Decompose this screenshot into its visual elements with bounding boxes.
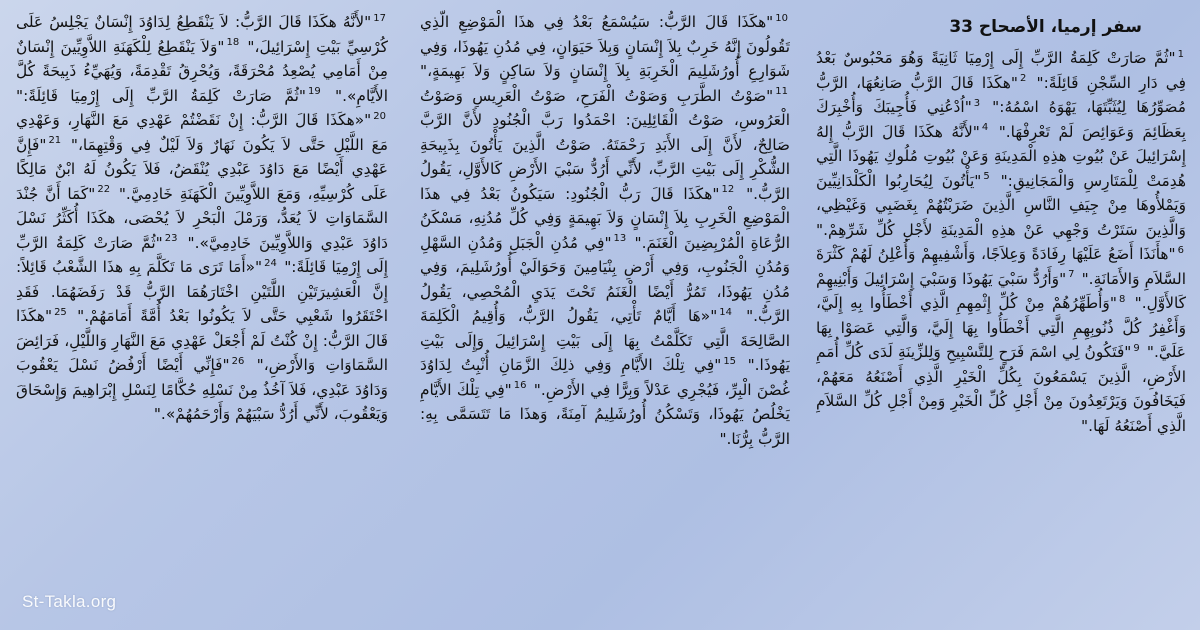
verse-number: 16 <box>513 380 527 392</box>
verses-part-2 <box>420 13 790 448</box>
chapter-title: سفر إرميا، الأصحاح 33 <box>949 17 1142 37</box>
verse-number: 11 <box>775 86 788 98</box>
verse-number: 17 <box>373 12 386 24</box>
verse-number: 18 <box>226 37 240 49</box>
verse-text: "فَتَكُونُ لِي اسْمَ فَرَحٍ لِلتَّسْبِيحِ وَلِلزِّينَةِ لَدَى كُلِّ أُمَمِ الأَرْضِ، الَّذِينَ يَسْمَعُونَ بِكُلِّ الْخَيْرِ الَّذِي أَصْنَعُهُ مَعَهُمْ، فَيَخَافُونَ وَيَرْتَعِدُونَ مِنْ أَجْلِ كُلِّ الْخَيْرِ وَمِنْ أَجْلِ كُلِّ السَّلاَمِ الَّذِي أَصْنَعُهُ لَهَا." <box>816 343 1186 435</box>
verse-text: "هكَذَا قَالَ الرَّبُّ صَانِعُهَا، الرَّبُّ مُصَوِّرُهَا لِيُثَبِّتَهَا، يَهْوَهُ اسْمُهُ:" <box>816 73 1186 116</box>
verse-number: 1 <box>1177 48 1184 60</box>
text-column-right <box>816 10 1186 616</box>
verse-text: "وَأَرُدُّ سَبْيَ يَهُوذَا وَسَبْيَ إِسْرَائِيلَ وَأَبْنِيهِمْ كَالأَوَّلِ." <box>816 269 1186 312</box>
verse-text: "هكَذَا قَالَ الرَّبُّ: إِنْ كُنْتُ لَمْ أَجْعَلْ عَهْدِي مَعَ النَّهَارِ وَاللَّيْلِ، فَرَائِضَ السَّمَاوَاتِ وَالأَرْضِ،" <box>16 307 388 374</box>
verse-text: "ثُمَّ صَارَتْ كَلِمَةُ الرَّبِّ إِلَى إِرْمِيَا قَائِلَةً:" <box>16 86 306 105</box>
verse-number: 22 <box>97 184 111 196</box>
text-column-middle <box>420 10 790 616</box>
verse-number: 2 <box>1019 73 1027 85</box>
verse-text: "كَمَا أَنَّ جُنْدَ السَّمَاوَاتِ لاَ يُعَدُّ، وَرَمْلَ الْبَحْرِ لاَ يُحْصَى، هكَذَا أُكَثِّرُ نَسْلَ دَاوُدَ عَبْدِي وَاللاَّوِيِّينَ خَادِمِيَّ»." <box>16 184 388 252</box>
verse-text: "«أَمَا تَرَى مَا تَكَلَّمَ بِهِ هذَا الشَّعْبُ قَائِلاً: إِنَّ الْعَشِيرَتَيْنِ اللَّتَيْنِ اخْتَارَهُمَا الرَّبُّ قَدْ رَفَضَهُمَا. فَقَدِ احْتَقَرُوا شَعْبِي حَتَّى لاَ يَكُونُوا بَعْدُ أُمَّةً أَمَامَهُمْ." <box>16 258 388 325</box>
verse-number: 24 <box>264 257 277 269</box>
verse-number: 20 <box>373 110 386 122</box>
verses-part-1 <box>816 49 1186 435</box>
verse-number: 25 <box>54 306 67 318</box>
verse-number: 7 <box>1068 269 1075 281</box>
verse-text: "فِي مُدُنِ الْجَبَلِ وَمُدُنِ السَّهْلِ وَمُدُنِ الْجَنُوبِ، وَفِي أَرْضِ بِنْيَامِينَ وَحَوَالَيْ أُورُشَلِيمَ، وَفِي مُدُنِ يَهُوذَا، تَمُرُّ أَيْضًا الْغَنَمُ تَحْتَ يَدَيِ الْمُحْصِي، يَقُولُ الرَّبُّ." <box>420 233 790 325</box>
verse-number: 3 <box>973 97 981 109</box>
verse-text: "وَأُطَهِّرُهُمْ مِنْ كُلِّ إِثْمِهِمِ الَّذِي أَخْطَأُوا بِهِ إِلَيَّ، وَأَغْفِرُ كُلَّ ذُنُوبِهِمِ الَّتِي أَخْطَأُوا بِهَا إِلَيَّ، وَالَّتِي عَصَوْا بِهَا عَلَيَّ." <box>816 294 1186 361</box>
verse-number: 13 <box>613 233 627 245</box>
verse-text: "لأَنَّهُ هكَذَا قَالَ الرَّبُّ: لاَ يَنْقَطِعُ لِدَاوُدَ إِنْسَانٌ يَجْلِسُ عَلَى كُرْسِيِّ بَيْتِ إِسْرَائِيلَ،" <box>16 13 388 56</box>
verse-text: "فَإِنَّ عَهْدِي أَيْضًا مَعَ دَاوُدَ عَبْدِي يُنْقَضُ، فَلاَ يَكُونُ لَهُ ابْنٌ مَالِكًا عَلَى كُرْسِيِّهِ، وَمَعَ اللاَّوِيِّينَ الْكَهَنَةِ خَادِمِيَّ." <box>16 135 388 203</box>
verse-text: "يَأْتُونَ لِيُحَارِبُوا الْكَلْدَانِيِّينَ وَيَمْلأُوهَا مِنْ جِيَفِ النَّاسِ الَّذِينَ ضَرَبْتُهُمْ بِغَضَبِي وَغَيْظِي، وَالَّذِينَ سَتَرْتُ وَجْهِي عَنْ هذِهِ الْمَدِينَةِ لأَجْلِ كُلِّ شَرِّهِمْ." <box>816 171 1186 239</box>
verse-text: "«هَا أَيَّامٌ تَأْتِي، يَقُولُ الرَّبُّ، وَأُقِيمُ الْكَلِمَةَ الصَّالِحَةَ الَّتِي تَكَلَّمْتُ بِهَا إِلَى بَيْتِ إِسْرَائِيلَ وَإِلَى بَيْتِ يَهُوذَا." <box>420 307 790 374</box>
verse-number: 12 <box>721 184 735 196</box>
verse-number: 23 <box>164 233 178 245</box>
text-column-left <box>16 10 388 616</box>
verse-text: "فِي تِلْكَ الأَيَّامِ وَفِي ذلِكَ الزَّمَانِ أُنْبِتُ لِدَاوُدَ غُصْنَ الْبِرِّ، فَيُجْرِي عَدْلاً وَبِرًّا فِي الأَرْضِ." <box>420 356 790 399</box>
verse-text: "فَإِنِّي أَيْضًا أَرْفُضُ نَسْلَ يَعْقُوبَ وَدَاوُدَ عَبْدِي، فَلاَ آخُذُ مِنْ نَسْلِهِ حُكَّامًا لِنَسْلِ إِبْرَاهِيمَ وَإِسْحَاقَ وَيَعْقُوبَ، لأَنِّي أَرُدُّ سَبْيَهُمْ وَأَرْحَمُهُمْ»." <box>16 356 388 423</box>
verse-number: 15 <box>723 355 737 367</box>
verse-number: 10 <box>775 12 788 24</box>
verse-number: 14 <box>719 306 733 318</box>
verse-number: 19 <box>307 86 321 98</box>
verse-number: 26 <box>231 355 245 367</box>
verse-text: "فِي تِلْكَ الأَيَّامِ يَخْلُصُ يَهُوذَا، وَتَسْكُنُ أُورُشَلِيمُ آمِنَةً، وَهذَا مَا تَتَسَمَّى بِهِ: الرَّبُّ بِرُّنَا." <box>420 380 790 448</box>
verse-text: "ثُمَّ صَارَتْ كَلِمَةُ الرَّبِّ إِلَى إِرْمِيَا ثَانِيَةً وَهُوَ مَحْبُوسٌ بَعْدُ فِي دَارِ السِّجْنِ قَائِلَةً:" <box>816 49 1186 92</box>
site-watermark: St-Takla.org <box>22 592 117 611</box>
verse-text: "«هكَذَا قَالَ الرَّبُّ: إِنْ نَقَضْتُمْ عَهْدِي مَعَ النَّهَارِ، وَعَهْدِي مَعَ اللَّيْلِ حَتَّى لاَ يَكُونَ نَهَارٌ وَلاَ لَيْلٌ فِي وَقْتِهِمَا،" <box>16 111 388 154</box>
verse-text: "اُدْعُنِي فَأُجِيبَكَ وَأُخْبِرَكَ بِعَظَائِمَ وَعَوَائِصَ لَمْ تَعْرِفْهَا." <box>816 98 1186 141</box>
verse-number: 5 <box>983 171 990 183</box>
verse-number: 8 <box>1118 293 1126 305</box>
verse-text: "هكَذَا قَالَ الرَّبُّ: سَيُسْمَعُ بَعْدُ فِي هذَا الْمَوْضِعِ الَّذِي تَقُولُونَ إِنَّهُ خَرِبٌ بِلاَ إِنْسَانٍ وَبِلاَ حَيَوَانٍ، فِي مُدُنِ يَهُوذَا، وَفِي شَوَارِعِ أُورُشَلِيمَ الْخَرِبَةِ بِلاَ إِنْسَانٍ وَلاَ سَاكِنٍ وَلاَ بَهِيمَةٍ،" <box>420 13 790 80</box>
verse-number: 9 <box>1133 342 1140 354</box>
verse-text: "هكَذَا قَالَ رَبُّ الْجُنُودِ: سَيَكُونُ بَعْدُ فِي هذَا الْمَوْضِعِ الْخَرِبِ بِلاَ إِنْسَانٍ وَلاَ بَهِيمَةٍ وَفِي كُلِّ مُدُنِهِ، مَسْكَنُ الرُّعَاةِ الْمُرْبِضِينَ الْغَنَمَ." <box>420 184 790 252</box>
verse-text: "ثُمَّ صَارَتْ كَلِمَةُ الرَّبِّ إِلَى إِرْمِيَا قَائِلَةً:" <box>16 233 388 276</box>
verse-text: "لأَنَّهُ هكَذَا قَالَ الرَّبُّ إِلهُ إِسْرَائِيلَ عَنْ بُيُوتِ هذِهِ الْمَدِينَةِ وَعَنْ بُيُوتِ مُلُوكِ يَهُوذَا الَّتِي هُدِمَتْ لِلْمَتَارِسِ وَالْمَجَانِيقِ:" <box>816 122 1186 190</box>
verse-text: "وَلاَ يَنْقَطِعُ لِلْكَهَنَةِ اللاَّوِيِّينَ إِنْسَانٌ مِنْ أَمَامِي يُصْعِدُ مُحْرَقَةً، وَيُحْرِقُ تَقْدِمَةً، وَيُهَيِّءُ ذَبِيحَةً كُلَّ الأَيَّامِ»." <box>16 37 388 105</box>
verse-number: 6 <box>1177 244 1184 256</box>
verse-number: 21 <box>48 135 62 147</box>
verses-part-3 <box>16 13 388 423</box>
verse-text: "صَوْتُ الطَّرَبِ وَصَوْتُ الْفَرَحِ، صَوْتُ الْعَرِيسِ وَصَوْتُ الْعَرُوسِ، صَوْتُ الْقَائِلِينَ: احْمَدُوا رَبَّ الْجُنُودِ لأَنَّ الرَّبَّ صَالِحٌ، لأَنَّ إِلَى الأَبَدِ رَحْمَتَهُ. صَوْتُ الَّذِينَ يَأْتُونَ بِذَبِيحَةِ الشُّكْرِ إِلَى بَيْتِ الرَّبِّ، لأَنِّي أَرُدُّ سَبْيَ الأَرْضِ كَالأَوَّلِ، يَقُولُ الرَّبُّ." <box>420 86 790 203</box>
verse-number: 4 <box>981 122 989 134</box>
verse-text: "هأَنَذَا أَضَعُ عَلَيْهَا رِفَادَةً وَعِلاَجًا، وَأَشْفِيهِمْ وَأُعْلِنُ لَهُمْ كَثْرَةَ السَّلاَمِ وَالأَمَانَةِ." <box>816 245 1186 288</box>
